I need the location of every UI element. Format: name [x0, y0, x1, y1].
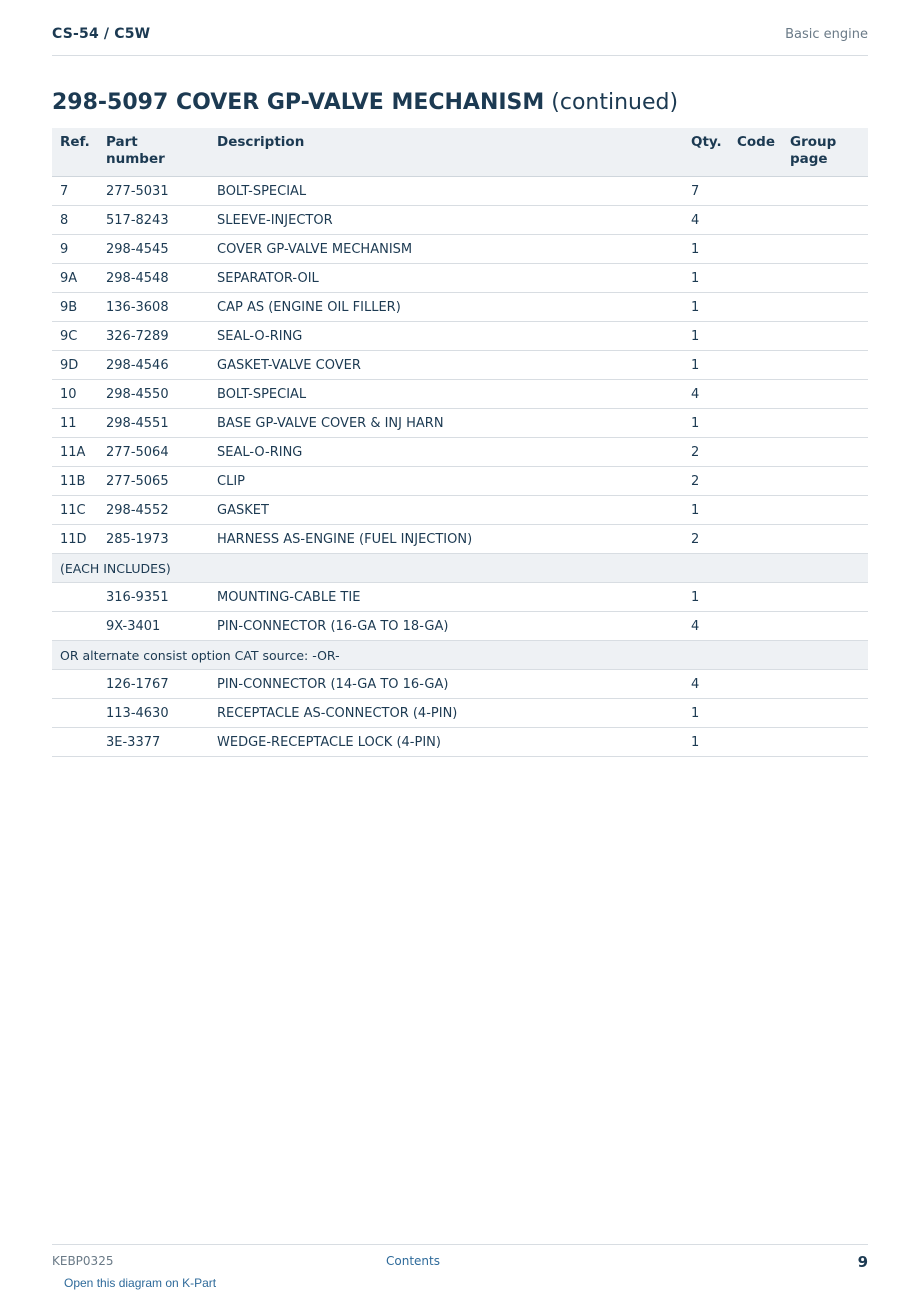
qty-cell: 1 [683, 351, 729, 380]
code-cell [729, 438, 782, 467]
group-page-cell [782, 351, 868, 380]
group-page-cell [782, 699, 868, 728]
table-row [52, 438, 868, 467]
group-page-cell [782, 496, 868, 525]
ref-cell [52, 699, 98, 728]
code-cell [729, 612, 782, 641]
qty-cell: 2 [683, 525, 729, 554]
page-header [52, 26, 868, 56]
table-note-row [52, 554, 868, 583]
group-page-cell [782, 525, 868, 554]
code-cell [729, 467, 782, 496]
description-cell: RECEPTACLE AS-CONNECTOR (4-PIN) [209, 699, 683, 728]
part-number-cell: 298-4546 [98, 351, 209, 380]
group-page-cell [782, 177, 868, 206]
part-number-cell: 277-5064 [98, 438, 209, 467]
ref-cell: 9 [52, 235, 98, 264]
ref-cell [52, 670, 98, 699]
group-page-cell [782, 612, 868, 641]
description-cell: PIN-CONNECTOR (16-GA TO 18-GA) [209, 612, 683, 641]
qty-cell: 1 [683, 409, 729, 438]
table-row [52, 728, 868, 757]
group-page-cell [782, 293, 868, 322]
table-row [52, 583, 868, 612]
group-page-cell [782, 206, 868, 235]
group-page-cell [782, 409, 868, 438]
note-cell: OR alternate consist option CAT source: -OR- [52, 641, 868, 670]
ref-cell: 9C [52, 322, 98, 351]
code-cell [729, 728, 782, 757]
ref-cell: 7 [52, 177, 98, 206]
table-row [52, 670, 868, 699]
ref-cell: 9D [52, 351, 98, 380]
table-row [52, 496, 868, 525]
part-number-cell: 136-3608 [98, 293, 209, 322]
table-row [52, 467, 868, 496]
table-row [52, 293, 868, 322]
table-row [52, 322, 868, 351]
ref-cell: 11A [52, 438, 98, 467]
qty-cell: 4 [683, 670, 729, 699]
qty-cell: 4 [683, 380, 729, 409]
column-header-description: Description [209, 128, 683, 177]
code-cell [729, 235, 782, 264]
page-title [52, 90, 678, 115]
description-cell: GASKET-VALVE COVER [209, 351, 683, 380]
group-page-cell [782, 467, 868, 496]
part-number-cell: 298-4552 [98, 496, 209, 525]
group-page-cell [782, 235, 868, 264]
table-row [52, 177, 868, 206]
code-cell [729, 264, 782, 293]
part-number-cell: 316-9351 [98, 583, 209, 612]
table-header-row [52, 128, 868, 177]
ref-cell [52, 728, 98, 757]
qty-cell: 1 [683, 699, 729, 728]
description-cell: GASKET [209, 496, 683, 525]
part-number-cell: 3E-3377 [98, 728, 209, 757]
qty-cell: 2 [683, 438, 729, 467]
description-cell: SEPARATOR-OIL [209, 264, 683, 293]
ref-cell: 10 [52, 380, 98, 409]
part-number-cell: 126-1767 [98, 670, 209, 699]
description-cell: PIN-CONNECTOR (14-GA TO 16-GA) [209, 670, 683, 699]
ref-cell: 11B [52, 467, 98, 496]
table-row [52, 699, 868, 728]
column-header-qty: Qty. [683, 128, 729, 177]
description-cell: BOLT-SPECIAL [209, 177, 683, 206]
description-cell: SLEEVE-INJECTOR [209, 206, 683, 235]
group-page-cell [782, 322, 868, 351]
ref-cell [52, 583, 98, 612]
description-cell: BASE GP-VALVE COVER & INJ HARN [209, 409, 683, 438]
code-cell [729, 206, 782, 235]
code-cell [729, 496, 782, 525]
contents-link[interactable]: Contents [386, 1254, 440, 1268]
part-number-cell: 285-1973 [98, 525, 209, 554]
qty-cell: 2 [683, 467, 729, 496]
ref-cell: 9B [52, 293, 98, 322]
part-number-cell: 298-4550 [98, 380, 209, 409]
qty-cell: 7 [683, 177, 729, 206]
table-row [52, 235, 868, 264]
column-header-part-number: Part number [98, 128, 209, 177]
group-page-cell [782, 438, 868, 467]
description-cell: MOUNTING-CABLE TIE [209, 583, 683, 612]
part-number-cell: 277-5031 [98, 177, 209, 206]
code-cell [729, 351, 782, 380]
table-row [52, 380, 868, 409]
table-row [52, 525, 868, 554]
description-cell: CAP AS (ENGINE OIL FILLER) [209, 293, 683, 322]
page-title-main: 298-5097 COVER GP-VALVE MECHANISM [52, 90, 545, 115]
group-page-cell [782, 380, 868, 409]
page-title-suffix: (continued) [551, 90, 679, 115]
document-code: KEBP0325 [52, 1254, 114, 1268]
table-row [52, 264, 868, 293]
breadcrumb-serial: C5W [114, 26, 151, 42]
part-number-cell: 298-4551 [98, 409, 209, 438]
breadcrumb [52, 26, 150, 42]
column-header-group-page: Group page [782, 128, 868, 177]
page-footer [52, 1244, 868, 1275]
group-page-cell [782, 670, 868, 699]
page-number: 9 [857, 1253, 868, 1271]
description-cell: WEDGE-RECEPTACLE LOCK (4-PIN) [209, 728, 683, 757]
group-page-cell [782, 728, 868, 757]
code-cell [729, 293, 782, 322]
parts-table-body [52, 177, 868, 757]
note-cell: (EACH INCLUDES) [52, 554, 868, 583]
part-number-cell: 298-4548 [98, 264, 209, 293]
part-number-cell: 113-4630 [98, 699, 209, 728]
ref-cell: 8 [52, 206, 98, 235]
section-label: Basic engine [785, 27, 868, 42]
code-cell [729, 409, 782, 438]
qty-cell: 1 [683, 235, 729, 264]
code-cell [729, 583, 782, 612]
qty-cell: 1 [683, 264, 729, 293]
ref-cell: 9A [52, 264, 98, 293]
open-diagram-link[interactable]: Open this diagram on K-Part [64, 1276, 217, 1290]
qty-cell: 1 [683, 496, 729, 525]
code-cell [729, 322, 782, 351]
breadcrumb-separator: / [103, 26, 110, 42]
description-cell: CLIP [209, 467, 683, 496]
description-cell: SEAL-O-RING [209, 322, 683, 351]
table-row [52, 206, 868, 235]
ref-cell: 11D [52, 525, 98, 554]
description-cell: SEAL-O-RING [209, 438, 683, 467]
qty-cell: 1 [683, 293, 729, 322]
parts-table [52, 128, 868, 757]
breadcrumb-model: CS-54 [52, 26, 99, 42]
code-cell [729, 670, 782, 699]
table-row [52, 612, 868, 641]
table-note-row [52, 641, 868, 670]
part-number-cell: 298-4545 [98, 235, 209, 264]
qty-cell: 1 [683, 728, 729, 757]
group-page-cell [782, 264, 868, 293]
ref-cell [52, 612, 98, 641]
part-number-cell: 517-8243 [98, 206, 209, 235]
code-cell [729, 380, 782, 409]
description-cell: COVER GP-VALVE MECHANISM [209, 235, 683, 264]
qty-cell: 1 [683, 583, 729, 612]
column-header-code: Code [729, 128, 782, 177]
description-cell: HARNESS AS-ENGINE (FUEL INJECTION) [209, 525, 683, 554]
part-number-cell: 9X-3401 [98, 612, 209, 641]
code-cell [729, 699, 782, 728]
ref-cell: 11 [52, 409, 98, 438]
group-page-cell [782, 583, 868, 612]
code-cell [729, 177, 782, 206]
column-header-ref: Ref. [52, 128, 98, 177]
description-cell: BOLT-SPECIAL [209, 380, 683, 409]
table-row [52, 409, 868, 438]
qty-cell: 4 [683, 612, 729, 641]
qty-cell: 1 [683, 322, 729, 351]
ref-cell: 11C [52, 496, 98, 525]
table-row [52, 351, 868, 380]
code-cell [729, 525, 782, 554]
qty-cell: 4 [683, 206, 729, 235]
part-number-cell: 277-5065 [98, 467, 209, 496]
part-number-cell: 326-7289 [98, 322, 209, 351]
